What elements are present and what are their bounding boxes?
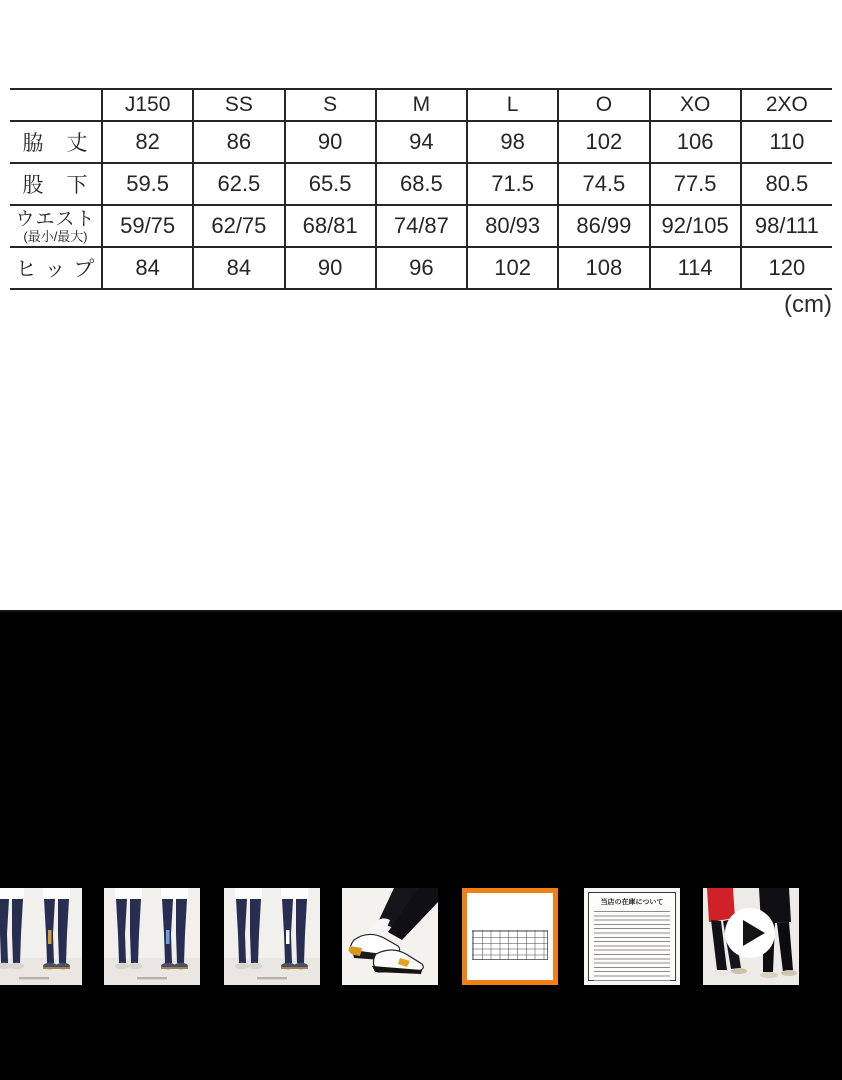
size-row-label: ヒ ッ プ <box>10 247 102 289</box>
viewer-background <box>0 610 842 1080</box>
stock-info-title: 当店の在庫について <box>600 899 664 906</box>
table-row <box>10 205 832 247</box>
thumbnail-pants-white-logo[interactable] <box>224 888 320 985</box>
size-cell: 120 <box>741 247 832 289</box>
size-cell: 68/81 <box>285 205 376 247</box>
pants-photo-icon <box>0 888 82 985</box>
thumbnail-shoes-detail[interactable] <box>342 888 438 985</box>
size-cell: 84 <box>193 247 284 289</box>
size-cell: 80.5 <box>741 163 832 205</box>
size-cell: 98/111 <box>741 205 832 247</box>
pants-photo-icon <box>224 888 320 985</box>
size-cell: 86/99 <box>558 205 649 247</box>
size-cell: 90 <box>285 247 376 289</box>
size-cell: 102 <box>558 121 649 163</box>
size-row-label <box>10 205 102 247</box>
size-cell: 59/75 <box>102 205 193 247</box>
size-cell: 106 <box>650 121 741 163</box>
size-cell: 62/75 <box>193 205 284 247</box>
size-cell: 114 <box>650 247 741 289</box>
size-row-label-main: ウエスト <box>15 208 96 230</box>
size-column-header: XO <box>650 89 741 121</box>
size-cell: 71.5 <box>467 163 558 205</box>
size-cell: 84 <box>102 247 193 289</box>
shoes-photo-icon <box>342 888 438 985</box>
document-text-lines <box>594 911 670 981</box>
size-cell: 77.5 <box>650 163 741 205</box>
size-cell: 65.5 <box>285 163 376 205</box>
table-row <box>10 247 832 289</box>
size-cell: 59.5 <box>102 163 193 205</box>
size-column-header: 2XO <box>741 89 832 121</box>
thumbnail-stock-info[interactable] <box>584 888 680 985</box>
size-cell: 80/93 <box>467 205 558 247</box>
size-column-header: S <box>285 89 376 121</box>
size-column-header: O <box>558 89 649 121</box>
size-cell: 62.5 <box>193 163 284 205</box>
size-row-label: 脇 丈 <box>10 121 102 163</box>
video-photo-icon <box>703 888 799 985</box>
size-cell: 102 <box>467 247 558 289</box>
size-cell: 74.5 <box>558 163 649 205</box>
size-column-header: SS <box>193 89 284 121</box>
size-chart-table <box>10 88 832 290</box>
thumbnail-video[interactable] <box>703 888 799 985</box>
thumbnail-size-chart[interactable] <box>462 888 558 985</box>
stock-info-document <box>588 892 676 981</box>
size-cell: 92/105 <box>650 205 741 247</box>
size-cell: 110 <box>741 121 832 163</box>
play-icon <box>725 908 775 958</box>
unit-label: (cm) <box>784 291 832 318</box>
size-cell: 86 <box>193 121 284 163</box>
size-cell: 94 <box>376 121 467 163</box>
table-row <box>10 163 832 205</box>
size-column-header: J150 <box>102 89 193 121</box>
size-cell: 108 <box>558 247 649 289</box>
table-row <box>10 121 832 163</box>
size-cell: 90 <box>285 121 376 163</box>
thumbnail-pants-blue-logo[interactable] <box>104 888 200 985</box>
size-header-row <box>10 89 832 121</box>
size-cell: 98 <box>467 121 558 163</box>
size-cell: 96 <box>376 247 467 289</box>
mini-size-table-icon <box>472 930 548 960</box>
size-column-header: M <box>376 89 467 121</box>
size-cell: 82 <box>102 121 193 163</box>
pants-photo-icon <box>104 888 200 985</box>
thumbnail-pants-gold-logo[interactable] <box>0 888 82 985</box>
size-cell: 68.5 <box>376 163 467 205</box>
size-corner-cell <box>10 89 102 121</box>
size-row-label: 股 下 <box>10 163 102 205</box>
size-column-header: L <box>467 89 558 121</box>
size-row-label-sub: (最小/最大) <box>23 228 88 244</box>
size-cell: 74/87 <box>376 205 467 247</box>
